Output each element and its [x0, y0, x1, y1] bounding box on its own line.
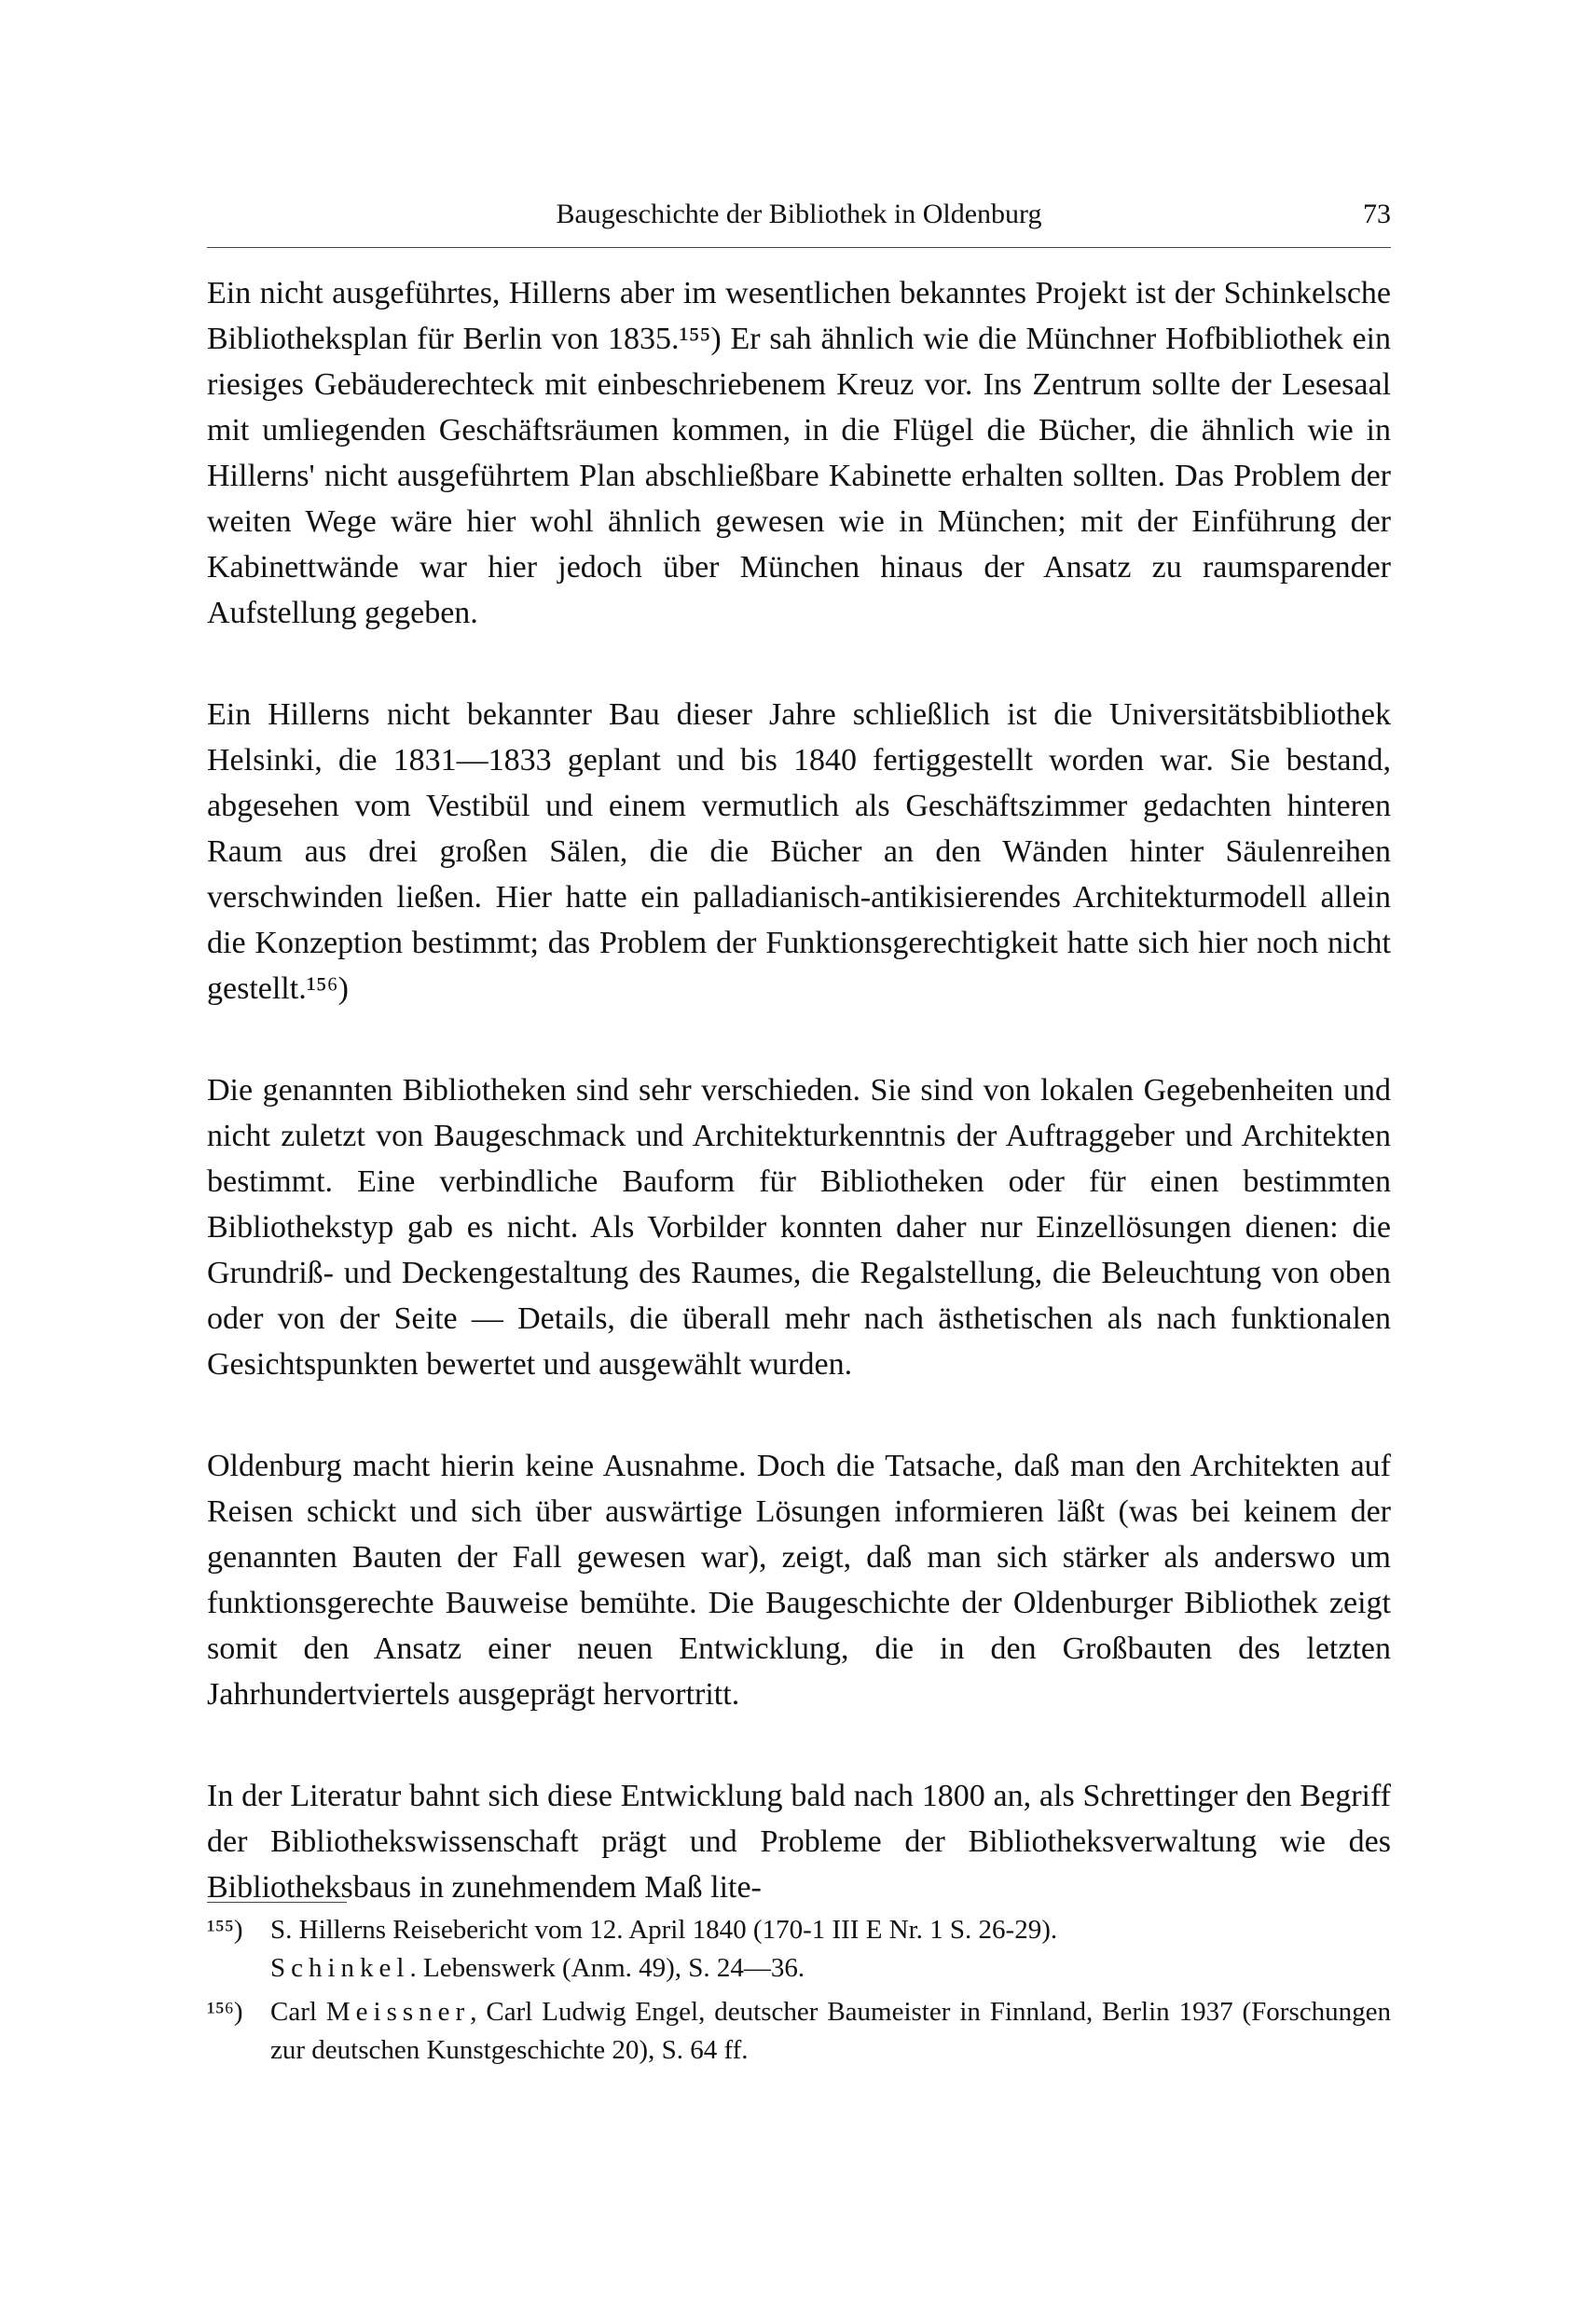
footnote-156: [207, 1993, 1391, 2070]
header-rule: [207, 247, 1391, 248]
footnote-text: , Carl Ludwig Engel, deutscher Baumeister in Finnland, Berlin 1937 (Forschungen zur deutschen Kunstgeschichte 20), S. 64 ff.: [270, 1997, 1391, 2065]
footnote-author: Schinkel: [270, 1953, 410, 1983]
paragraph: Oldenburg macht hierin keine Ausnahme. Doch die Tatsache, daß man den Architekten auf Reisen schickt und sich über auswärtige Lösungen informieren läßt (was bei keinem der genannten Bauten der Fall gewesen war), zeigt, daß man sich stärker als anderswo um funktionsgerechte Bauweise bemühte. Die Baugeschichte der Oldenburger Bibliothek zeigt somit den Ansatz einer neuen Entwicklung, die in den Großbauten des letzten Jahrhundertviertels ausgeprägt hervortritt.: [207, 1449, 1391, 1712]
footnote-number: ¹⁵⁶): [207, 1997, 243, 2027]
body-text: [207, 270, 1391, 1966]
footnote-author: Meissner: [325, 1997, 471, 2027]
footnote-text: . Lebenswerk (Anm. 49), S. 24—36.: [409, 1953, 805, 1983]
running-head: [207, 191, 1391, 238]
footnote-text: S. Hillerns Reisebericht vom 12. April 1840 (170-1 III E Nr. 1 S. 26-29).: [270, 1915, 1058, 1945]
book-page: [207, 0, 1391, 2312]
paragraph: Ein Hillerns nicht bekannter Bau dieser Jahre schließlich ist die Universitätsbibliothek Helsinki, die 1831—1833 geplant und bis 1840 fertiggestellt worden war. Sie bestand, abgesehen vom Vestibül und einem vermutlich als Geschäftszimmer gedachten hinteren Raum aus drei großen Sälen, die die Bücher an den Wänden hinter Säulenreihen verschwinden ließen. Hier hatte ein palladianisch-antikisierendes Architekturmodell allein die Konzeption bestimmt; das Problem der Funktionsgerechtigkeit hatte sich hier noch nicht gestellt.¹⁵⁶): [207, 697, 1391, 1006]
paragraph: Die genannten Bibliotheken sind sehr verschieden. Sie sind von lokalen Gegebenheiten und nicht zuletzt von Baugeschmack und Architekturkenntnis der Auftraggeber und Architekten bestimmt. Eine verbindliche Bauform für Bibliotheken oder für einen bestimmten Bibliothekstyp gab es nicht. Als Vorbilder konnten daher nur Einzellösungen dienen: die Grundriß- und Deckengestaltung des Raumes, die Regalstellung, die Beleuchtung von oben oder von der Seite — Details, die überall mehr nach ästhetischen als nach funktionalen Gesichtspunkten bewertet und ausgewählt wurden.: [207, 1073, 1391, 1382]
footnote-text: Carl: [270, 1997, 326, 2027]
footnote-number: ¹⁵⁵): [207, 1915, 243, 1945]
footnote-rule: [207, 1902, 347, 1903]
paragraph: Ein nicht ausgeführtes, Hillerns aber im wesentlichen bekanntes Projekt ist der Schinkelsche Bibliotheksplan für Berlin von 1835.¹⁵⁵) Er sah ähnlich wie die Münchner Hofbibliothek ein riesiges Gebäuderechteck mit einbeschriebenem Kreuz vor. Ins Zentrum sollte der Lesesaal mit umliegenden Geschäftsräumen kommen, in die Flügel die Bücher, die ähnlich wie in Hillerns' nicht ausgeführtem Plan abschließbare Kabinette erhalten sollten. Das Problem der weiten Wege wäre hier wohl ähnlich gewesen wie in München; mit der Einführung der Kabinettwände war hier jedoch über München hinaus der Ansatz zu raumsparender Aufstellung gegeben.: [207, 276, 1391, 630]
footnotes: [207, 1911, 1391, 2075]
paragraph: In der Literatur bahnt sich diese Entwicklung bald nach 1800 an, als Schrettinger den Begriff der Bibliothekswissenschaft prägt und Probleme der Bibliotheksverwaltung wie des Bibliotheksbaus in zunehmendem Maß lite-: [207, 1779, 1391, 1905]
footnote-155: [207, 1911, 1391, 1988]
page-number: 73: [1363, 199, 1391, 229]
running-head-title: Baugeschichte der Bibliothek in Oldenburg: [556, 199, 1042, 229]
